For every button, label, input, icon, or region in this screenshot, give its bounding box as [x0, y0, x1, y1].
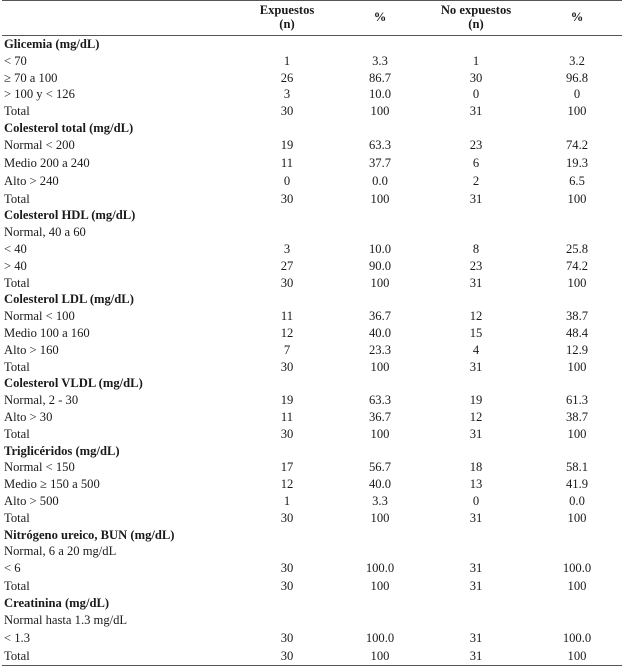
row-label: Total	[4, 275, 30, 290]
no-expuestos-pct-cell: 6.5	[569, 174, 585, 189]
expuestos-pct-cell: 100	[370, 359, 390, 374]
section-label: Colesterol total (mg/dL)	[4, 120, 134, 135]
no-expuestos-n-cell: 31	[469, 426, 483, 441]
row-label: Total	[4, 578, 30, 593]
row-label: Normal, 40 a 60	[4, 225, 86, 240]
expuestos-pct-cell: 10.0	[368, 241, 392, 256]
header-no-expuestos-pct	[547, 10, 607, 24]
expuestos-n-cell: 11	[280, 409, 294, 424]
expuestos-pct-cell: 100	[370, 510, 390, 525]
row-label: Total	[4, 104, 30, 119]
expuestos-n-cell: 7	[283, 342, 291, 357]
row-label: < 6	[4, 561, 21, 576]
expuestos-n-cell: 30	[280, 191, 294, 206]
expuestos-pct-cell: 0.0	[372, 174, 388, 189]
no-expuestos-pct-cell: 12.9	[565, 342, 589, 357]
row-label: Normal hasta 1.3 mg/dL	[4, 613, 128, 628]
section-header-row	[2, 291, 622, 308]
section-header-row	[2, 375, 622, 392]
row-label: > 100 y < 126	[4, 87, 75, 102]
row-label: Normal < 150	[4, 460, 75, 475]
header-expuestos-label: Expuestos	[259, 3, 315, 17]
expuestos-pct-cell: 63.3	[368, 137, 392, 152]
expuestos-pct-cell: 100	[370, 648, 390, 663]
expuestos-pct-cell: 100	[370, 104, 390, 119]
expuestos-n-cell: 17	[280, 460, 294, 475]
table-row	[2, 241, 622, 258]
no-expuestos-pct-cell: 74.2	[565, 258, 589, 273]
row-label: Medio ≥ 150 a 500	[4, 477, 100, 492]
section-label: Nitrógeno ureico, BUN (mg/dL)	[4, 527, 175, 542]
section-label: Colesterol LDL (mg/dL)	[4, 292, 134, 307]
table-row	[2, 476, 622, 493]
section-label: Colesterol VLDL (mg/dL)	[4, 376, 143, 391]
row-label: Total	[4, 359, 30, 374]
no-expuestos-n-cell: 31	[469, 359, 483, 374]
no-expuestos-n-cell: 0	[472, 87, 480, 102]
table-row	[2, 275, 622, 292]
no-expuestos-n-cell: 23	[469, 258, 483, 273]
no-expuestos-n-cell: 18	[469, 460, 483, 475]
expuestos-n-cell: 12	[280, 325, 294, 340]
expuestos-n-cell: 30	[280, 104, 294, 119]
table-row	[2, 426, 622, 443]
expuestos-pct-cell: 3.3	[372, 53, 388, 68]
row-label: Medio 200 a 240	[4, 155, 90, 170]
section-label: Creatinina (mg/dL)	[4, 596, 110, 611]
no-expuestos-n-cell: 31	[469, 578, 483, 593]
row-label: Alto > 500	[4, 493, 59, 508]
expuestos-n-cell: 30	[280, 578, 294, 593]
no-expuestos-n-cell: 6	[472, 155, 480, 170]
section-label: Glicemia (mg/dL)	[4, 37, 100, 51]
table-row	[2, 86, 622, 103]
no-expuestos-n-cell: 12	[469, 409, 483, 424]
expuestos-pct-cell: 3.3	[372, 493, 388, 508]
expuestos-pct-cell: 100.0	[365, 561, 395, 576]
section-header-row	[2, 443, 622, 460]
header-no-expuestos-unit: (n)	[468, 17, 484, 31]
no-expuestos-pct-cell: 100	[567, 191, 587, 206]
expuestos-pct-cell: 37.7	[368, 155, 392, 170]
section-header-row	[2, 36, 622, 53]
section-label: Triglicéridos (mg/dL)	[4, 443, 120, 458]
expuestos-n-cell: 30	[280, 510, 294, 525]
table-row	[2, 392, 622, 409]
no-expuestos-pct-cell: 100	[567, 510, 587, 525]
header-expuestos-pct	[350, 10, 410, 24]
no-expuestos-pct-cell: 3.2	[569, 53, 585, 68]
table-row	[2, 510, 622, 527]
expuestos-n-cell: 1	[283, 53, 291, 68]
table-row	[2, 560, 622, 577]
lab-results-table	[2, 0, 622, 666]
table-row	[2, 342, 622, 359]
row-label: Normal, 6 a 20 mg/dL	[4, 544, 117, 559]
table-row	[2, 493, 622, 510]
header-expuestos-n	[257, 3, 317, 31]
expuestos-pct-cell: 10.0	[368, 87, 392, 102]
no-expuestos-n-cell: 31	[469, 561, 483, 576]
expuestos-n-cell: 19	[280, 393, 294, 408]
no-expuestos-pct-cell: 100.0	[562, 561, 592, 576]
expuestos-n-cell: 3	[283, 241, 291, 256]
expuestos-n-cell: 30	[280, 426, 294, 441]
no-expuestos-pct-cell: 74.2	[565, 137, 589, 152]
expuestos-pct-cell: 100.0	[365, 631, 395, 645]
no-expuestos-n-cell: 15	[469, 325, 483, 340]
no-expuestos-pct-cell: 25.8	[565, 241, 589, 256]
table-row	[2, 137, 622, 154]
no-expuestos-pct-cell: 38.7	[565, 409, 589, 424]
row-label: Alto > 240	[4, 174, 59, 189]
table-row	[2, 191, 622, 208]
no-expuestos-pct-cell: 100	[567, 578, 587, 593]
expuestos-n-cell: 1	[283, 493, 291, 508]
expuestos-pct-cell: 63.3	[368, 393, 392, 408]
row-label: Normal < 200	[4, 137, 75, 152]
no-expuestos-pct-cell: 96.8	[565, 70, 589, 85]
no-expuestos-pct-cell: 41.9	[565, 477, 589, 492]
expuestos-n-cell: 12	[280, 477, 294, 492]
table-row	[2, 154, 622, 173]
expuestos-n-cell: 30	[280, 275, 294, 290]
section-header-row	[2, 527, 622, 544]
expuestos-n-cell: 30	[280, 631, 294, 645]
row-label: < 70	[4, 53, 27, 68]
no-expuestos-pct-cell: 58.1	[565, 460, 589, 475]
no-expuestos-pct-cell: 61.3	[565, 393, 589, 408]
section-header-row	[2, 595, 622, 612]
expuestos-n-cell: 30	[280, 648, 294, 663]
table-row	[2, 629, 622, 648]
no-expuestos-pct-cell: 100	[567, 426, 587, 441]
section-header-row	[2, 120, 622, 137]
expuestos-n-cell: 30	[280, 561, 294, 576]
header-expuestos-unit: (n)	[279, 17, 295, 31]
table-row	[2, 359, 622, 376]
table-row	[2, 325, 622, 342]
no-expuestos-n-cell: 4	[472, 342, 480, 357]
expuestos-pct-cell: 90.0	[368, 258, 392, 273]
expuestos-pct-cell: 100	[370, 191, 390, 206]
header-pct-label: %	[373, 10, 387, 24]
expuestos-pct-cell: 86.7	[368, 70, 392, 85]
no-expuestos-pct-cell: 48.4	[565, 325, 589, 340]
no-expuestos-n-cell: 19	[469, 393, 483, 408]
expuestos-n-cell: 30	[280, 359, 294, 374]
table-row	[2, 409, 622, 426]
no-expuestos-n-cell: 31	[469, 191, 483, 206]
table-row	[2, 53, 622, 70]
subheader-row	[2, 612, 622, 629]
row-label: ≥ 70 a 100	[4, 70, 58, 85]
row-label: Alto > 160	[4, 342, 59, 357]
no-expuestos-n-cell: 30	[469, 70, 483, 85]
section-label: Colesterol HDL (mg/dL)	[4, 208, 136, 223]
no-expuestos-pct-cell: 0	[573, 87, 581, 102]
no-expuestos-pct-cell: 100	[567, 648, 587, 663]
row-label: Normal < 100	[4, 309, 75, 324]
expuestos-pct-cell: 100	[370, 578, 390, 593]
row-label: < 1.3	[4, 631, 30, 645]
table-row	[2, 648, 622, 665]
table-row	[2, 308, 622, 325]
expuestos-pct-cell: 100	[370, 275, 390, 290]
no-expuestos-pct-cell: 100.0	[562, 631, 592, 645]
no-expuestos-pct-cell: 0.0	[569, 493, 585, 508]
row-label: Alto > 30	[4, 409, 53, 424]
expuestos-n-cell: 19	[280, 137, 294, 152]
row-label: < 40	[4, 241, 27, 256]
expuestos-pct-cell: 40.0	[368, 477, 392, 492]
expuestos-pct-cell: 36.7	[368, 409, 392, 424]
header-pct-label: %	[570, 10, 584, 24]
no-expuestos-n-cell: 31	[469, 275, 483, 290]
no-expuestos-pct-cell: 100	[567, 104, 587, 119]
no-expuestos-pct-cell: 38.7	[565, 309, 589, 324]
no-expuestos-n-cell: 8	[472, 241, 480, 256]
table-row	[2, 459, 622, 476]
row-label: Total	[4, 648, 30, 663]
header-no-expuestos-label: No expuestos	[440, 3, 512, 17]
table-row	[2, 577, 622, 596]
expuestos-n-cell: 27	[280, 258, 294, 273]
no-expuestos-n-cell: 1	[472, 53, 480, 68]
row-label: Normal, 2 - 30	[4, 393, 79, 408]
no-expuestos-n-cell: 2	[472, 174, 480, 189]
no-expuestos-n-cell: 23	[469, 137, 483, 152]
expuestos-n-cell: 0	[283, 174, 291, 189]
expuestos-pct-cell: 40.0	[368, 325, 392, 340]
table-row	[2, 103, 622, 120]
row-label: Total	[4, 510, 30, 525]
no-expuestos-n-cell: 0	[472, 493, 480, 508]
table-header	[2, 1, 622, 36]
no-expuestos-n-cell: 31	[469, 631, 483, 645]
expuestos-pct-cell: 56.7	[368, 460, 392, 475]
no-expuestos-n-cell: 31	[469, 510, 483, 525]
expuestos-pct-cell: 23.3	[368, 342, 392, 357]
table-row	[2, 172, 622, 191]
no-expuestos-pct-cell: 100	[567, 275, 587, 290]
expuestos-n-cell: 3	[283, 87, 291, 102]
no-expuestos-n-cell: 12	[469, 309, 483, 324]
table-row	[2, 70, 622, 87]
expuestos-n-cell: 26	[280, 70, 294, 85]
row-label: Total	[4, 191, 30, 206]
no-expuestos-pct-cell: 100	[567, 359, 587, 374]
subheader-row	[2, 224, 622, 241]
no-expuestos-n-cell: 13	[469, 477, 483, 492]
table-row	[2, 258, 622, 275]
row-label: Total	[4, 426, 30, 441]
row-label: Medio 100 a 160	[4, 325, 90, 340]
section-header-row	[2, 207, 622, 224]
subheader-row	[2, 543, 622, 560]
no-expuestos-pct-cell: 19.3	[565, 155, 589, 170]
table-body	[2, 36, 622, 664]
header-no-expuestos-n	[431, 3, 521, 31]
expuestos-pct-cell: 100	[370, 426, 390, 441]
expuestos-pct-cell: 36.7	[368, 309, 392, 324]
expuestos-n-cell: 11	[280, 155, 294, 170]
no-expuestos-n-cell: 31	[469, 104, 483, 119]
expuestos-n-cell: 11	[280, 309, 294, 324]
row-label: > 40	[4, 258, 27, 273]
no-expuestos-n-cell: 31	[469, 648, 483, 663]
